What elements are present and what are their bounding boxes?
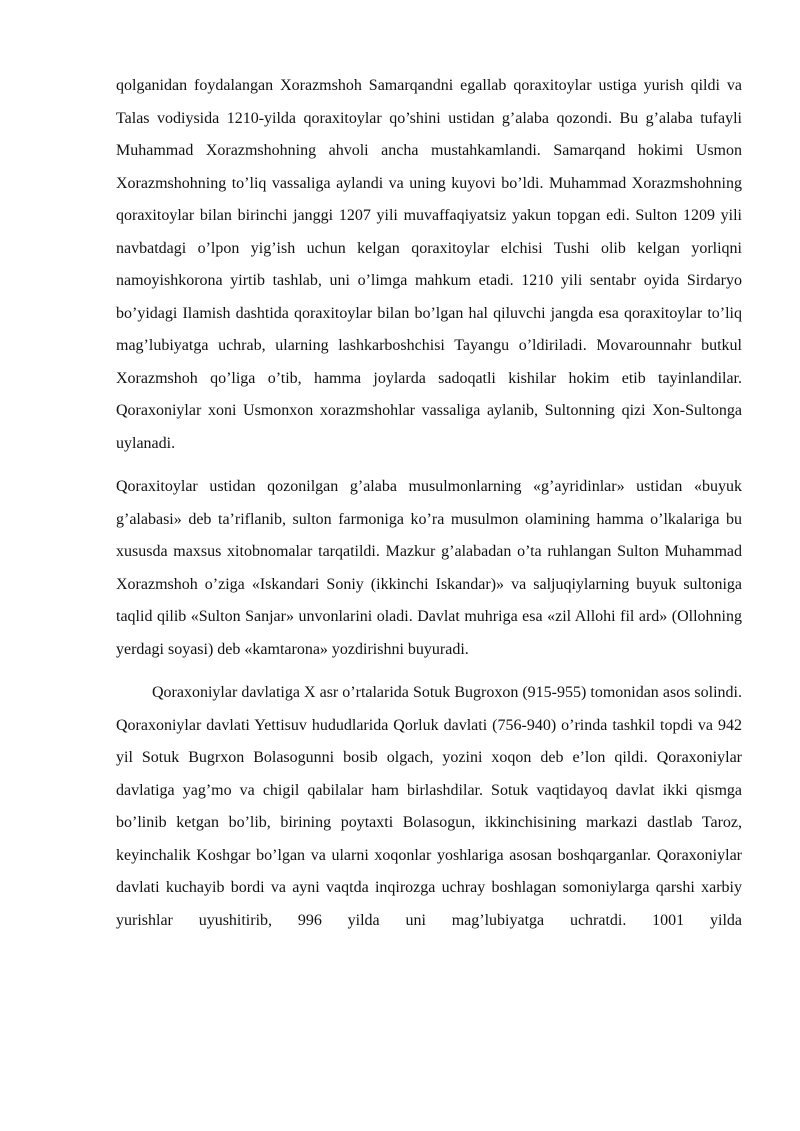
document-page [116,70,742,937]
paragraph-1: qolganidan foydalangan Xorazmshoh Samarqandni egallab qoraxitoylar ustiga yurish qildi va Talas vodiysida 1210-yilda qoraxitoylar qo’shini ustidan g’alaba qozondi. Bu g’alaba tufayli Muhammad Xorazmshohning ahvoli ancha mustahkamlandi. Samarqand hokimi Usmon Xorazmshohning to’liq vassaliga aylandi va uning kuyovi bo’ldi. Muhammad Xorazmshohning qoraxitoylar bilan birinchi janggi 1207 yili muvaffaqiyatsiz yakun topgan edi. Sulton 1209 yili navbatdagi o’lpon yig’ish uchun kelgan qoraxitoylar elchisi Tushi olib kelgan yorliqni namoyishkorona yirtib tashlab, uni o’limga mahkum etadi. 1210 yili sentabr oyida Sirdaryo bo’yidagi Ilamish dashtida qoraxitoylar bilan bo’lgan hal qiluvchi jangda esa qoraxitoylar to’liq mag’lubiyatga uchrab, ularning lashkarboshchisi Tayangu o’ldiriladi. Movarounnahr butkul Xorazmshoh qo’liga o’tib, hamma joylarda sadoqatli kishilar hokim etib tayinlandilar. Qoraxoniylar xoni Usmonxon xorazmshohlar vassaliga aylanib, Sultonning qizi Xon-Sultonga uylanadi. [116,77,742,452]
paragraph-3: Qoraxoniylar davlatiga X asr o’rtalarida Sotuk Bugroxon (915-955) tomonidan asos solindi. Qoraxoniylar davlati Yettisuv hududlarida Qorluk davlati (756-940) o’rinda tashkil topdi va 942 yil Sotuk Bugrxon Bolasogunni bosib olgach, yozini xoqon deb e’lon qildi. Qoraxoniylar davlatiga yag’mo va chigil qabilalar ham birlashdilar. Sotuk vaqtidayoq davlat ikki qismga bo’linib ketgan bo’lib, birining poytaxti Bolasogun, ikkinchisining markazi dastlab Taroz, keyinchalik Koshgar bo’lgan va ularni xoqonlar yoshlariga asosan boshqarganlar. Qoraxoniylar davlati kuchayib bordi va ayni vaqtda inqirozga uchray boshlagan somoniylarga qarshi xarbiy yurishlar uyushitirib, 996 yilda uni mag’lubiyatga uchratdi. 1001 yilda [116,684,742,929]
paragraph-2: Qoraxitoylar ustidan qozonilgan g’alaba musulmonlarning «g’ayridinlar» ustidan «buyuk g’alabasi» deb ta’riflanib, sulton farmoniga ko’ra musulmon olamining hamma o’lkalariga bu xususda maxsus xitobnomalar tarqatildi. Mazkur g’alabadan o’ta ruhlangan Sulton Muhammad Xorazmshoh o’ziga «Iskandari Soniy (ikkinchi Iskandar)» va saljuqiylarning buyuk sultoniga taqlid qilib «Sulton Sanjar» unvonlarini oladi. Davlat muhriga esa «zil Allohi fil ard» (Ollohning yerdagi soyasi) deb «kamtarona» yozdirishni buyuradi. [116,478,742,658]
